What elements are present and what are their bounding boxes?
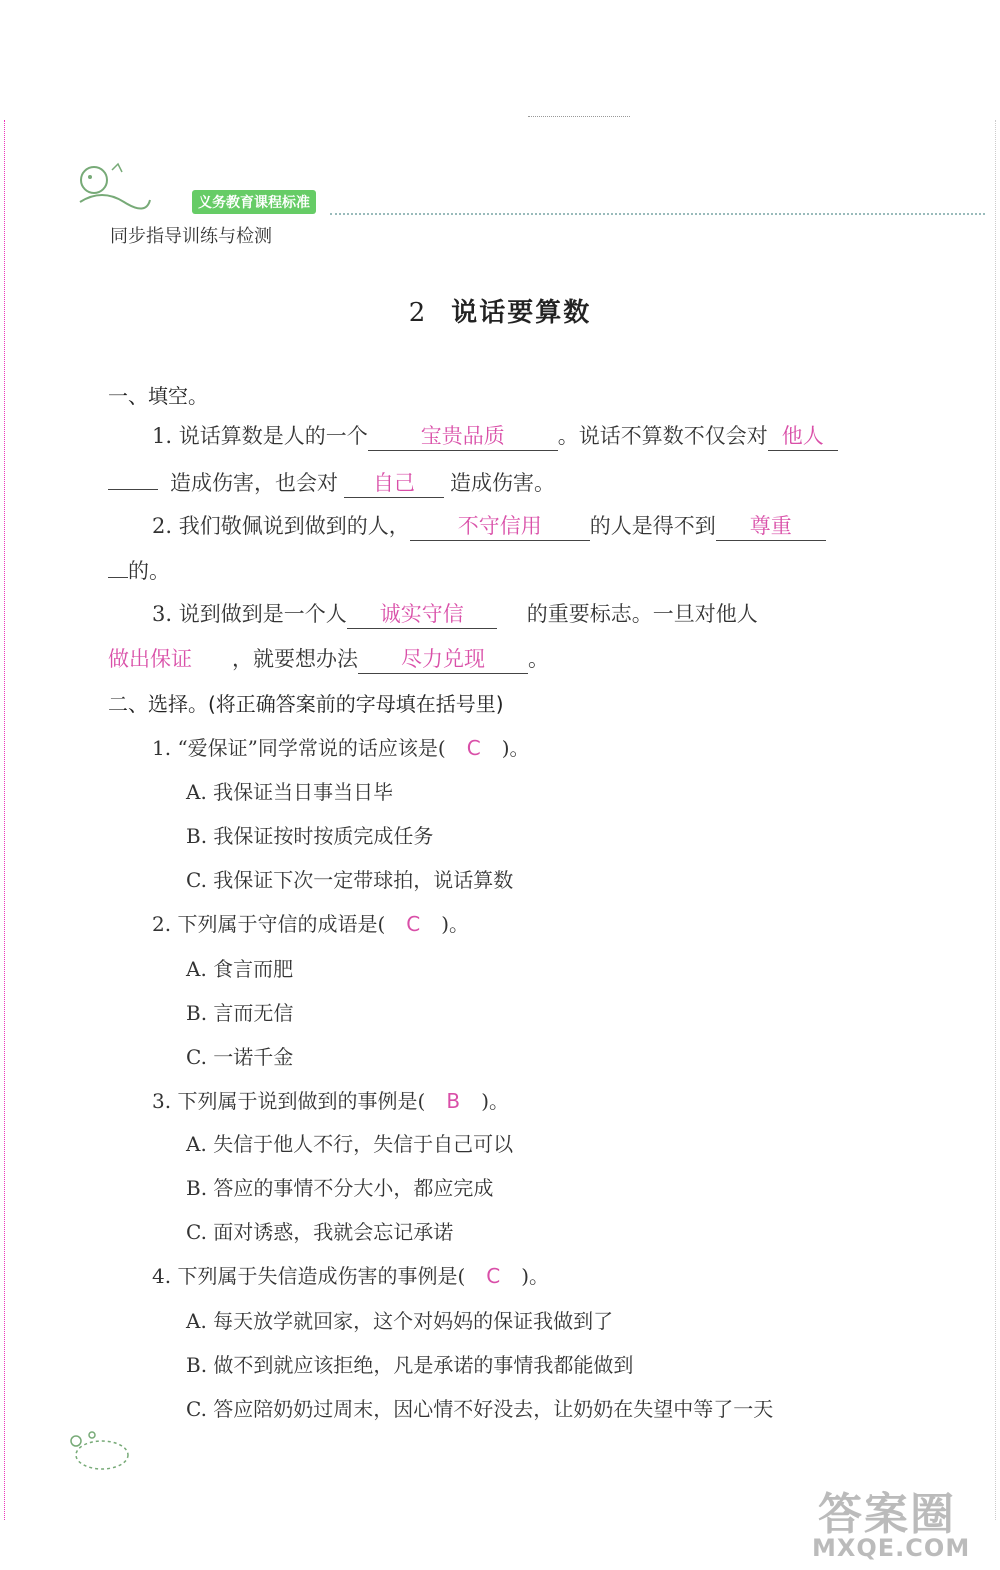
fill-q1-blank-3 — [344, 467, 444, 498]
choice-q1-option-c: C. 我保证下次一定带球拍，说话算数 — [186, 868, 514, 892]
choice-q3-stem-text: 3. 下列属于说到做到的事例是( — [152, 1089, 426, 1113]
choice-q4-option-c: C. 答应陪奶奶过周末，因心情不好没去，让奶奶在失望中等了一天 — [186, 1397, 774, 1421]
choice-q1-option-b: B. 我保证按时按质完成任务 — [186, 824, 434, 848]
fill-q3-text-4: 。 — [528, 647, 549, 671]
fill-q2-blank-2 — [716, 510, 826, 541]
choice-q3-end: )。 — [481, 1089, 510, 1113]
fill-q3-blank-3 — [358, 643, 528, 674]
choice-q1-option-a: A. 我保证当日事当日毕 — [186, 780, 394, 804]
choice-q2-stem-text: 2. 下列属于守信的成语是( — [152, 912, 386, 936]
choice-q2-option-a: A. 食言而肥 — [186, 957, 294, 981]
header-divider — [330, 213, 985, 215]
choice-q2-answer: C — [406, 912, 421, 936]
section-choice-heading: 二、选择。(将正确答案前的字母填在括号里) — [108, 692, 504, 716]
fill-q1-line2 — [108, 467, 555, 498]
page-edge-left — [4, 120, 5, 1520]
choice-q1-answer: C — [466, 736, 481, 760]
fill-q3-answer-1: 诚实守信 — [379, 602, 464, 626]
fill-q3-answer-2: 做出保证 — [108, 647, 192, 671]
lesson-number: 2 — [408, 298, 428, 328]
fill-q3-line2 — [108, 643, 549, 674]
choice-q1-end: )。 — [501, 736, 530, 760]
choice-q2-stem — [152, 908, 469, 937]
choice-q2-end: )。 — [441, 912, 470, 936]
choice-q2-option-c: C. 一诺千金 — [186, 1045, 294, 1069]
choice-q3-answer: B — [446, 1089, 461, 1113]
page-edge-right — [995, 120, 996, 1520]
choice-q4-stem-text: 4. 下列属于失信造成伤害的事例是( — [152, 1264, 466, 1288]
choice-q2-option-b: B. 言而无信 — [186, 1001, 294, 1025]
choice-q3-stem — [152, 1085, 509, 1114]
fill-q1-blank-1 — [368, 420, 558, 451]
fill-q1-answer-2: 他人 — [781, 424, 824, 448]
lesson-title-text: 说话要算数 — [451, 298, 592, 328]
fill-q2-blank-2-cont — [108, 577, 128, 578]
fill-q1-answer-1: 宝贵品质 — [420, 424, 505, 448]
corner-decoration-icon — [62, 1425, 132, 1475]
choice-q1-stem — [152, 732, 530, 761]
fill-q3-blank-1 — [347, 598, 497, 629]
top-dash-line — [528, 116, 630, 117]
choice-q4-option-a: A. 每天放学就回家，这个对妈妈的保证我做到了 — [186, 1309, 614, 1333]
fill-q2-text-1: 2. 我们敬佩说到做到的人， — [152, 514, 410, 538]
brand-subtitle: 同步指导训练与检测 — [110, 226, 272, 247]
lesson-title — [0, 292, 1000, 329]
fill-q1-line1 — [152, 420, 838, 451]
fill-q1-answer-3: 自己 — [373, 471, 415, 495]
choice-q1-stem-text: 1. “爱保证”同学常说的话应该是( — [152, 736, 446, 760]
choice-q4-stem — [152, 1260, 549, 1289]
brand-banner: 义务教育课程标准 — [192, 190, 316, 214]
fill-q3-answer-3: 尽力兑现 — [401, 647, 485, 671]
choice-q4-end: )。 — [521, 1264, 550, 1288]
fill-q2-line1 — [152, 510, 826, 541]
watermark-url: MXQE.COM — [812, 1534, 971, 1562]
fill-q2-text-2: 的人是得不到 — [589, 514, 716, 538]
fill-q1-text-3: 造成伤害，也会对 — [170, 471, 338, 495]
fill-q3-text-3: ，就要想办法 — [232, 647, 358, 671]
fill-q2-text-3: 的。 — [128, 559, 170, 583]
choice-q4-answer: C — [486, 1264, 501, 1288]
fill-q2-answer-1: 不守信用 — [457, 514, 542, 538]
fill-q1-text-1: 1. 说话算数是人的一个 — [152, 424, 368, 448]
fill-q2-blank-1 — [410, 510, 590, 541]
choice-q3-option-c: C. 面对诱惑，我就会忘记承诺 — [186, 1220, 454, 1244]
fill-q3-text-1: 3. 说到做到是一个人 — [152, 602, 347, 626]
fill-q1-text-4: 造成伤害。 — [450, 471, 555, 495]
choice-q3-option-b: B. 答应的事情不分大小，都应完成 — [186, 1176, 494, 1200]
fill-q1-blank-2 — [768, 420, 838, 451]
fill-q3-line1 — [152, 598, 758, 629]
fill-q2-answer-2: 尊重 — [749, 514, 792, 538]
logo-icon — [72, 158, 152, 218]
fill-q1-blank-2-cont — [108, 489, 158, 490]
fill-q3-text-2: 的重要标志。一旦对他人 — [526, 602, 758, 626]
fill-q2-line2 — [108, 555, 170, 585]
watermark-logo: 答案圈 — [818, 1489, 956, 1540]
choice-q4-option-b: B. 做不到就应该拒绝，凡是承诺的事情我都能做到 — [186, 1353, 634, 1377]
fill-q1-text-2: 。说话不算数不仅会对 — [557, 424, 768, 448]
section-fill-heading: 一、填空。 — [108, 384, 208, 408]
choice-q3-option-a: A. 失信于他人不行，失信于自己可以 — [186, 1132, 514, 1156]
